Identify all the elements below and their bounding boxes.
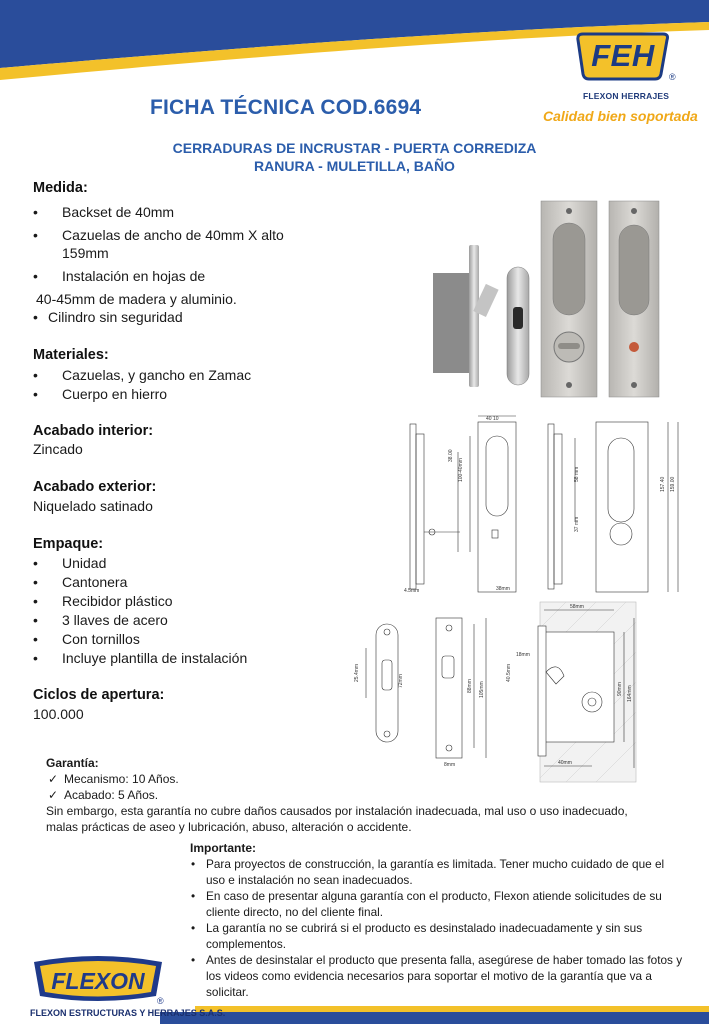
acabado-interior-value: Zincado [33, 441, 83, 457]
medida-heading: Medida: [33, 180, 88, 196]
feh-logo [575, 30, 671, 82]
bullet-marker: • [191, 921, 196, 935]
empaque-item: Incluye plantilla de instalación [62, 650, 248, 666]
bullet-marker: • [191, 857, 196, 871]
brand-tagline: Calidad bien soportada [543, 108, 698, 124]
importante-heading: Importante: [190, 841, 256, 855]
page-title: FICHA TÉCNICA COD.6694 [150, 96, 422, 119]
drawing-label: 58 mm [574, 466, 580, 482]
bullet-marker: • [33, 386, 38, 402]
brand-name: FLEXON HERRAJES [583, 91, 670, 101]
flexon-registered: ® [157, 996, 164, 1006]
acabado-interior-heading: Acabado interior: [33, 423, 154, 439]
ciclos-value: 100.000 [33, 706, 84, 722]
medida-item: Cazuelas de ancho de 40mm X alto [62, 227, 284, 243]
bullet-marker: • [33, 650, 38, 666]
technical-drawing-bottom [352, 598, 702, 786]
empaque-item: Recibidor plástico [62, 593, 173, 609]
empaque-item: 3 llaves de acero [62, 612, 168, 628]
drawing-label: 40.5mm [506, 663, 512, 682]
materiales-item: Cazuelas, y gancho en Zamac [62, 367, 252, 383]
bullet-marker: • [191, 889, 196, 903]
empaque-item: Unidad [62, 555, 107, 571]
drawing-label: 58mm [570, 604, 584, 610]
acabado-exterior-heading: Acabado exterior: [33, 479, 157, 495]
garantia-disclaimer-1: Sin embargo, esta garantía no cubre daños causados por instalación inadecuada, mal uso o uso inadecuado, [46, 804, 628, 818]
importante-item: La garantía no se cubrirá si el producto es desinstalado inadecuadamente y sin sus complementos. [206, 921, 643, 951]
bullet-marker: • [33, 593, 38, 609]
subtitle-line-2: RANURA - MULETILLA, BAÑO [254, 158, 455, 174]
check-icon: ✓ [48, 788, 59, 802]
drawing-label: 37 mm [574, 516, 580, 532]
drawing-label: 105mm [479, 681, 485, 698]
medida-item: Instalación en hojas de [62, 268, 206, 284]
garantia-item: Mecanismo: 10 Años. [64, 772, 179, 786]
drawing-label: 88mm [467, 679, 473, 693]
feh-logo-text: FEH [591, 38, 655, 73]
footer-company: FLEXON ESTRUCTURAS Y HERRAJES S.A.S. [30, 1008, 226, 1018]
drawing-label: 90mm [617, 682, 623, 696]
flexon-logo-text: FLEXON [51, 968, 145, 994]
bullet-marker: • [33, 367, 38, 383]
drawing-label: 157.40 [660, 476, 666, 492]
garantia-item: Acabado: 5 Años. [64, 788, 159, 802]
drawing-label: 72mm [398, 674, 404, 688]
drawing-label: 8mm [444, 762, 456, 768]
bullet-marker: • [191, 953, 196, 967]
medida-item: Cilindro sin seguridad [48, 309, 183, 325]
materiales-item: Cuerpo en hierro [62, 386, 168, 402]
bullet-marker: • [33, 555, 38, 571]
bullet-marker: • [33, 268, 38, 284]
materiales-heading: Materiales: [33, 347, 109, 363]
drawing-label: 18mm [516, 652, 530, 658]
drawing-label: 25.4mm [354, 663, 360, 682]
medida-item: 159mm [62, 245, 109, 261]
bullet-marker: • [33, 309, 38, 325]
drawing-label: 38mm [496, 586, 510, 592]
technical-drawing-top [400, 412, 700, 597]
acabado-exterior-value: Niquelado satinado [33, 498, 153, 514]
footer-stripe-blue [160, 1012, 709, 1024]
drawing-label: 40 10 [486, 416, 499, 422]
empaque-item: Cantonera [62, 574, 128, 590]
bullet-marker: • [33, 631, 38, 647]
bullet-marker: • [33, 227, 38, 243]
medida-item: 40-45mm de madera y aluminio. [36, 291, 237, 307]
product-photo [425, 195, 675, 405]
importante-item: Antes de desinstalar el producto que presenta falla, asegúrese de haber tomado las fotos y los videos como evidencia necesarios para soportar el motivo de la garantía que va a solicitar. [206, 953, 683, 999]
drawing-label: 164mm [627, 685, 633, 702]
drawing-label: 38.00 [448, 449, 454, 462]
bullet-marker: • [33, 574, 38, 590]
drawing-label: 100-40mm [458, 458, 464, 482]
ciclos-heading: Ciclos de apertura: [33, 687, 165, 703]
garantia-disclaimer-2: malas prácticas de aseo y lubricación, abuso, alteración o accidente. [46, 820, 412, 834]
flexon-logo [28, 952, 168, 1006]
bullet-marker: • [33, 204, 38, 220]
garantia-heading: Garantía: [46, 756, 99, 770]
drawing-label: 40mm [558, 760, 572, 766]
check-icon: ✓ [48, 772, 59, 786]
medida-item: Backset de 40mm [62, 204, 175, 220]
importante-item: En caso de presentar alguna garantía con el producto, Flexon atiende solicitudes de su cliente directo, no del cliente final. [206, 889, 662, 919]
drawing-label: 4.5mm [404, 588, 420, 594]
bullet-marker: • [33, 612, 38, 628]
subtitle-line-1: CERRADURAS DE INCRUSTAR - PUERTA CORREDIZA [172, 140, 537, 156]
importante-item: Para proyectos de construcción, la garantía es limitada. Tener mucho cuidado de que el uso e instalación no sean inadecuados. [206, 857, 665, 887]
registered-mark: ® [669, 72, 676, 82]
empaque-heading: Empaque: [33, 536, 104, 552]
empaque-item: Con tornillos [62, 631, 140, 647]
drawing-label: 159.00 [670, 476, 676, 492]
